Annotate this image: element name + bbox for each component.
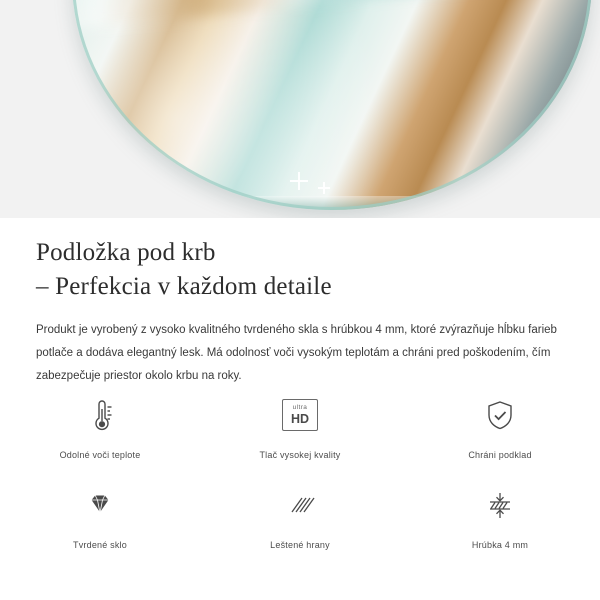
thickness-arrows-icon	[477, 482, 523, 528]
feature-item	[200, 392, 400, 460]
feature-grid	[0, 392, 600, 550]
feature-label: Tvrdené sklo	[73, 540, 127, 550]
feature-item	[0, 482, 200, 550]
feature-label: Tlač vysokej kvality	[259, 450, 341, 460]
ultra-hd-badge-bottom: HD	[290, 411, 310, 426]
ultra-hd-icon	[277, 392, 323, 438]
page-title	[0, 218, 600, 303]
headline-line-2: – Perfekcia v každom detaile	[36, 272, 332, 300]
diamond-icon	[77, 482, 123, 528]
description-paragraph: Produkt je vyrobený z vysoko kvalitného tvrdeného skla s hrúbkou 4 mm, ktoré zvýrazňuje hĺbku farieb potlače a dodáva elegantný lesk. Má odolnosť voči vysokým teplotám a chráni pred poškodením, čím zabezpečuje priestor okolo krbu na roky.	[36, 324, 557, 382]
feature-label: Odolné voči teplote	[59, 450, 141, 460]
thermometer-icon	[77, 392, 123, 438]
feature-item	[400, 392, 600, 460]
feature-label: Chráni podklad	[468, 450, 532, 460]
content-block	[0, 218, 600, 388]
hero-image	[0, 0, 600, 218]
ultra-hd-badge-top: ultra	[292, 404, 308, 411]
shield-check-icon	[477, 392, 523, 438]
feature-item	[200, 482, 400, 550]
headline-line-1: Podložka pod krb	[36, 239, 216, 266]
feature-item	[0, 392, 200, 460]
feature-item	[400, 482, 600, 550]
feature-label: Leštené hrany	[270, 540, 330, 550]
feature-label: Hrúbka 4 mm	[471, 540, 529, 550]
polished-edges-icon	[277, 482, 323, 528]
